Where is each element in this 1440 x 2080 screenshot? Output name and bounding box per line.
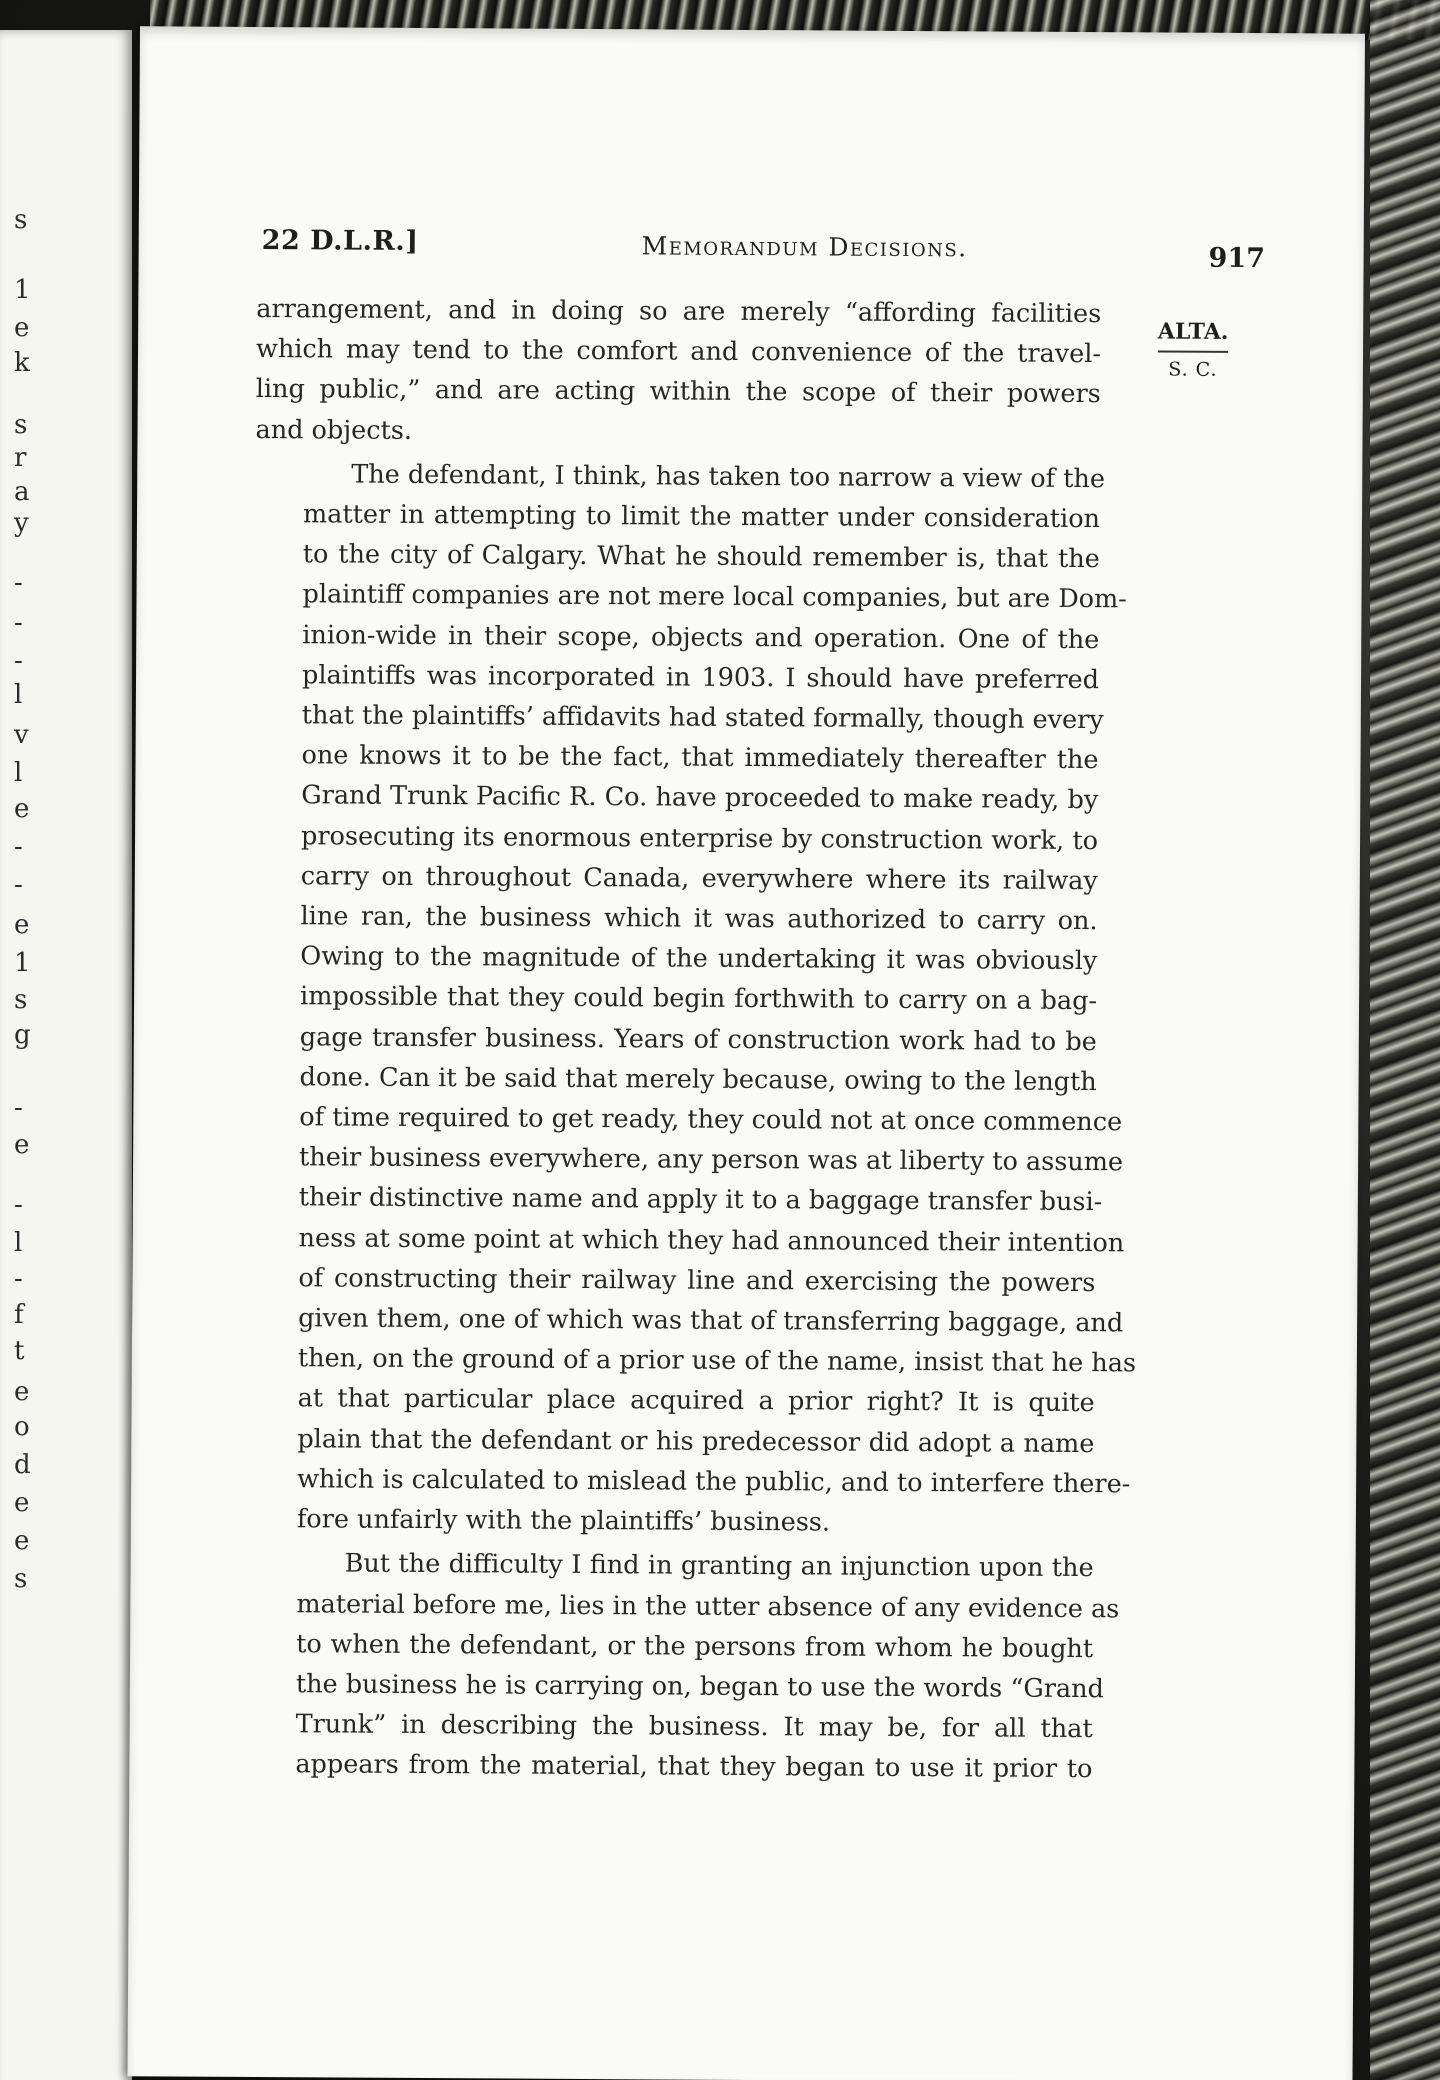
previous-page-fragment: l [14, 1228, 23, 1258]
text-line: at that particular place acquired a prior right? It is quite [297, 1383, 1095, 1419]
text-line: plaintiff companies are not mere local companies, but are Dom- [302, 579, 1127, 615]
text-line: inion-wide in their scope, objects and operation. One of the [302, 619, 1100, 655]
page-number: 917 [1208, 242, 1266, 275]
text-line: matter in attempting to limit the matter under consideration [302, 499, 1101, 535]
text-line: done. Can it be said that merely because, owing to the length [299, 1062, 1097, 1097]
previous-page-fragment: t [14, 1336, 25, 1366]
text-line: impossible that they could begin forthwith to carry on a bag- [299, 981, 1098, 1017]
previous-page-fragment: s [14, 410, 28, 440]
previous-page-fragment: e [14, 794, 30, 824]
previous-page-fragment: r [14, 443, 27, 473]
text-line: appears from the material, that they began to use it prior to [295, 1749, 1093, 1785]
running-header [261, 217, 1266, 275]
section-title: Memorandum Decisions. [641, 231, 968, 263]
previous-page-text-fragments [0, 30, 132, 2080]
paragraph [247, 1543, 1120, 1789]
text-line: But the difficulty I find in granting an injunction upon the [344, 1548, 1094, 1584]
text-line: gage transfer business. Years of construction work had to be [299, 1021, 1097, 1057]
text-line: line ran, the business which it was authorized to carry on. [300, 901, 1098, 937]
paragraph [255, 289, 1101, 455]
text-line: of time required to get ready, they could not at once commence [299, 1102, 1123, 1138]
previous-page-fragment: d [14, 1450, 31, 1480]
text-line: one knows it to be the fact, that immediately thereafter the [301, 740, 1099, 776]
text-line: their distinctive name and apply it to a baggage transfer busi- [298, 1182, 1103, 1218]
text-line: prosecuting its enormous enterprise by construction work, to [300, 820, 1099, 856]
previous-page-fragment: k [14, 348, 30, 378]
text-line: which is calculated to mislead the public, and to interfere there- [297, 1464, 1131, 1500]
previous-page-fragment: e [14, 1377, 30, 1407]
text-line: which may tend to the comfort and convenience of the travel- [255, 334, 1102, 370]
text-line: then, on the ground of a prior use of the name, insist that he has [297, 1343, 1137, 1379]
volume-reference: 22 D.L.R.] [261, 225, 419, 257]
text-line: plain that the defendant or his predecessor did adopt a name [297, 1423, 1095, 1459]
text-line: ness at some point at which they had announced their intention [298, 1222, 1125, 1258]
previous-page-fragment: s [14, 205, 28, 235]
previous-page-fragment: - [14, 568, 23, 598]
previous-page-fragment: o [14, 1412, 30, 1442]
previous-page-fragment: s [14, 985, 28, 1015]
book-page [127, 26, 1364, 2080]
previous-page-fragment: f [14, 1300, 24, 1330]
body-text [247, 289, 1137, 1790]
text-line: Trunk” in describing the business. It may be, for all that [295, 1709, 1093, 1745]
previous-page-edge [0, 30, 132, 2080]
previous-page-fragment: l [14, 758, 23, 788]
jurisdiction-label: ALTA. [1158, 318, 1229, 352]
previous-page-fragment: 1 [14, 275, 31, 305]
margin-note [1148, 318, 1238, 381]
marbled-endpaper-right [1370, 0, 1440, 2080]
previous-page-fragment: - [14, 646, 23, 676]
previous-page-fragment: - [14, 1093, 23, 1123]
text-line: and objects. [255, 414, 413, 446]
paragraph [249, 454, 1137, 1545]
text-line: ling public,” and are acting within the scope of their powers [255, 374, 1101, 410]
previous-page-fragment: e [14, 910, 30, 940]
text-line: fore unfairly with the plaintiffs’ business. [296, 1504, 831, 1538]
text-line: that the plaintiffs’ affidavits had stated formally, though every [301, 700, 1104, 736]
previous-page-fragment: a [14, 477, 30, 507]
text-line: material before me, lies in the utter absence of any evidence as [296, 1588, 1120, 1624]
previous-page-fragment: e [14, 1488, 30, 1518]
previous-page-fragment: - [14, 1264, 23, 1294]
previous-page-fragment: - [14, 870, 23, 900]
previous-page-fragment: s [14, 1564, 28, 1594]
text-line: plaintiffs was incorporated in 1903. I should have preferred [301, 660, 1100, 695]
previous-page-fragment: v [14, 720, 29, 750]
text-line: their business everywhere, any person was at liberty to assume [299, 1142, 1124, 1178]
text-line: arrangement, and in doing so are merely “affording facilities [256, 293, 1102, 330]
text-line: The defendant, I think, has taken too narrow a view of the [351, 459, 1106, 494]
previous-page-fragment: - [14, 1190, 23, 1220]
previous-page-fragment: l [14, 680, 23, 710]
text-line: to the city of Calgary. What he should remember is, that the [302, 539, 1100, 575]
previous-page-fragment: - [14, 608, 23, 638]
text-line: Owing to the magnitude of the undertaking it was obviously [300, 941, 1098, 977]
text-line: given them, one of which was that of transferring baggage, and [298, 1303, 1124, 1339]
text-line: Grand Trunk Pacific R. Co. have proceeded to make ready, by [301, 780, 1099, 816]
previous-page-fragment: e [14, 1130, 30, 1160]
text-line: carry on throughout Canada, everywhere where its railway [300, 861, 1098, 896]
previous-page-fragment: e [14, 1526, 30, 1556]
previous-page-fragment: g [14, 1020, 31, 1050]
previous-page-fragment: y [14, 508, 29, 538]
text-line: of constructing their railway line and exercising the powers [298, 1263, 1096, 1298]
text-line: to when the defendant, or the persons from whom he bought [296, 1628, 1094, 1664]
previous-page-fragment: - [14, 832, 23, 862]
text-line: the business he is carrying on, began to use the words “Grand [295, 1669, 1105, 1705]
court-label: S. C. [1168, 358, 1218, 381]
previous-page-fragment: 1 [14, 948, 31, 978]
previous-page-fragment: e [14, 313, 30, 343]
